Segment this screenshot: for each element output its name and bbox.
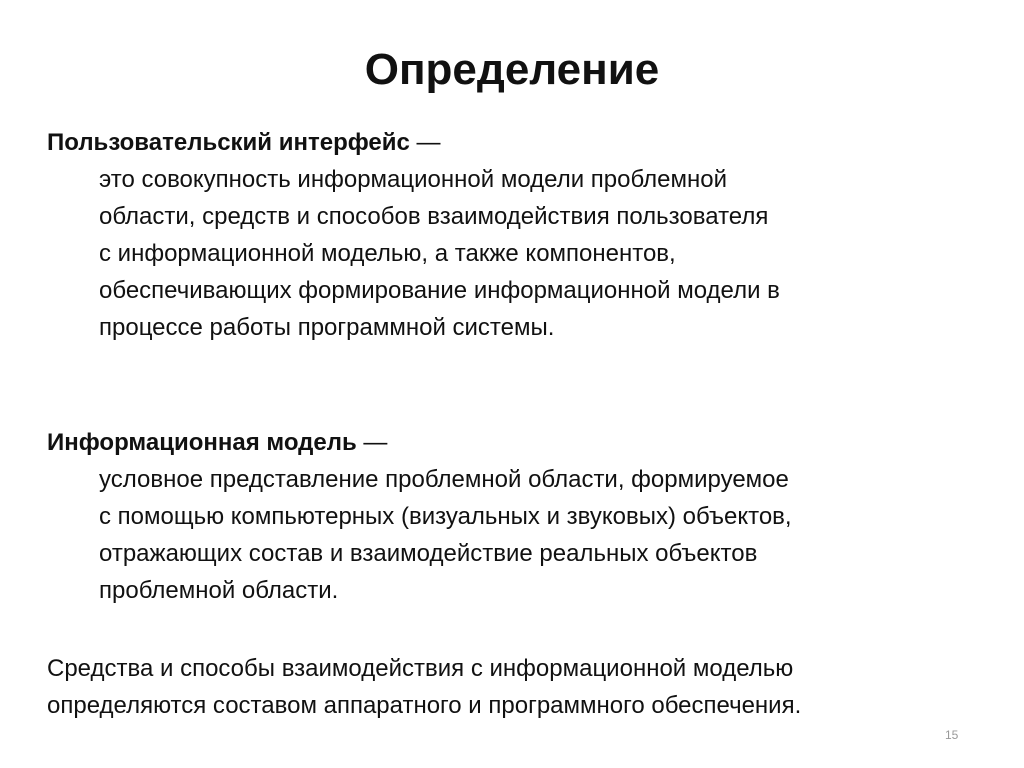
definition-line: условное представление проблемной области, формируемое: [99, 466, 789, 493]
definition-line: с помощью компьютерных (визуальных и звуковых) объектов,: [99, 503, 792, 530]
slide-title: Определение: [364, 45, 660, 94]
definition-line: это совокупность информационной модели проблемной: [99, 166, 727, 193]
definition-dash: —: [409, 129, 441, 156]
definition-term-line: [47, 124, 987, 161]
definition-user-interface: [47, 124, 987, 346]
definition-term: Пользовательский интерфейс: [47, 129, 410, 156]
definition-body: [47, 161, 987, 346]
definition-term-line: [47, 424, 987, 461]
definition-line: с информационной моделью, а также компонентов,: [99, 240, 676, 267]
closing-line: Средства и способы взаимодействия с информационной моделью: [47, 655, 794, 682]
closing-line: определяются составом аппаратного и программного обеспечения.: [47, 692, 802, 719]
definition-term: Информационная модель: [47, 429, 357, 456]
closing-paragraph: [47, 650, 997, 724]
definition-line: обеспечивающих формирование информационной модели в: [99, 277, 780, 304]
page-number: 15: [945, 728, 959, 742]
definition-line: процессе работы программной системы.: [99, 314, 555, 341]
definition-line: области, средств и способов взаимодействия пользователя: [99, 203, 769, 230]
definition-dash: —: [356, 429, 388, 456]
definition-body: [47, 461, 987, 609]
definition-line: отражающих состав и взаимодействие реальных объектов: [99, 540, 758, 567]
definition-information-model: [47, 424, 987, 609]
definition-line: проблемной области.: [99, 577, 339, 604]
